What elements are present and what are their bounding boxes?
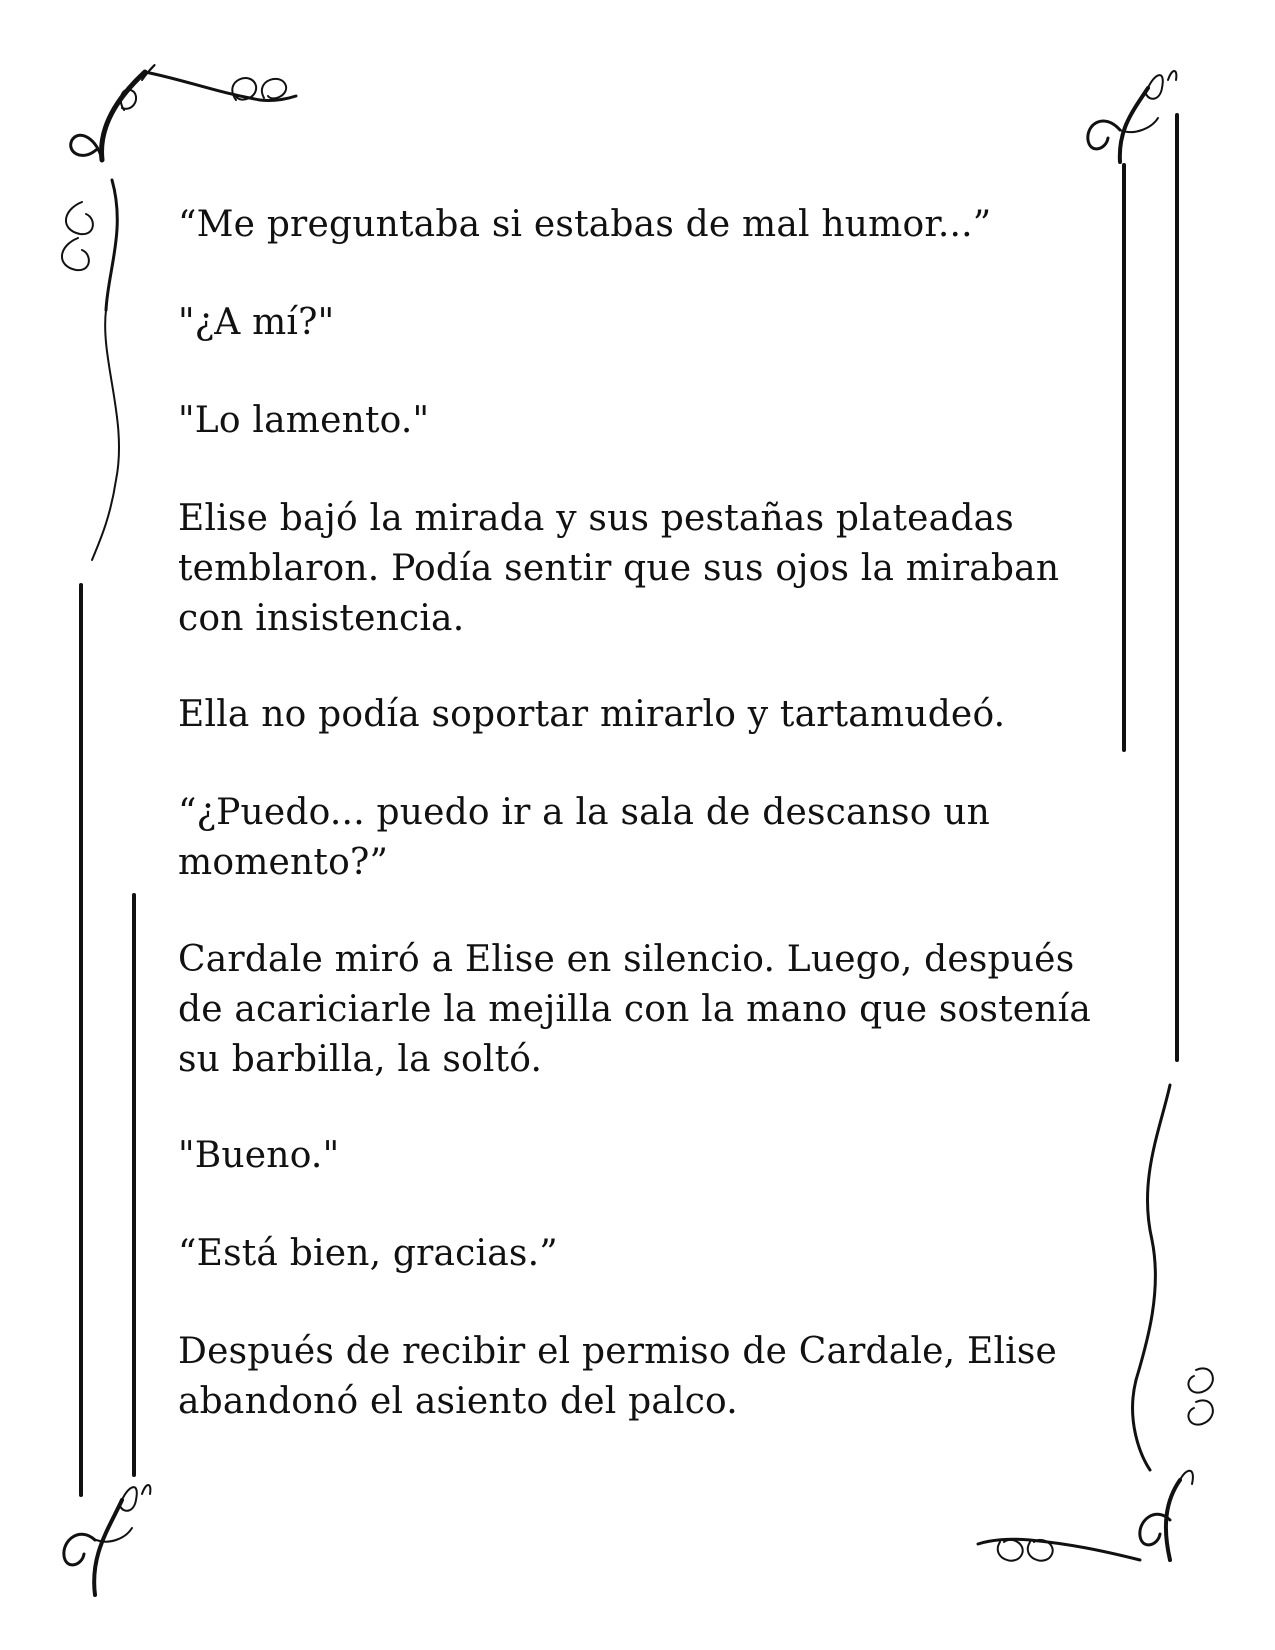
paragraph-7: Cardale miró a Elise en silencio. Luego, después de acariciarle la mejilla con la mano que sostenía su barbilla, la soltó. <box>178 939 1092 1080</box>
paragraph-8: "Bueno." <box>178 1135 340 1176</box>
paragraph-10: Después de recibir el permiso de Cardale, Elise abandonó el asiento del palco. <box>178 1331 1058 1422</box>
paragraph-9: “Está bien, gracias.” <box>178 1233 558 1274</box>
top-right-flourish-icon <box>1088 71 1177 162</box>
paragraph-1: “Me preguntaba si estabas de mal humor...” <box>178 204 992 245</box>
paragraph-2: "¿A mí?" <box>178 302 335 343</box>
paragraph-3: "Lo lamento." <box>178 400 430 441</box>
paragraph-6: “¿Puedo... puedo ir a la sala de descanso un momento?” <box>178 792 991 883</box>
bottom-left-flourish-icon <box>64 1485 151 1595</box>
paragraph-4: Elise bajó la mirada y sus pestañas plateadas temblaron. Podía sentir que sus ojos la miraban con insistencia. <box>178 498 1060 639</box>
paragraph-5: Ella no podía soportar mirarlo y tartamudeó. <box>178 694 1006 735</box>
